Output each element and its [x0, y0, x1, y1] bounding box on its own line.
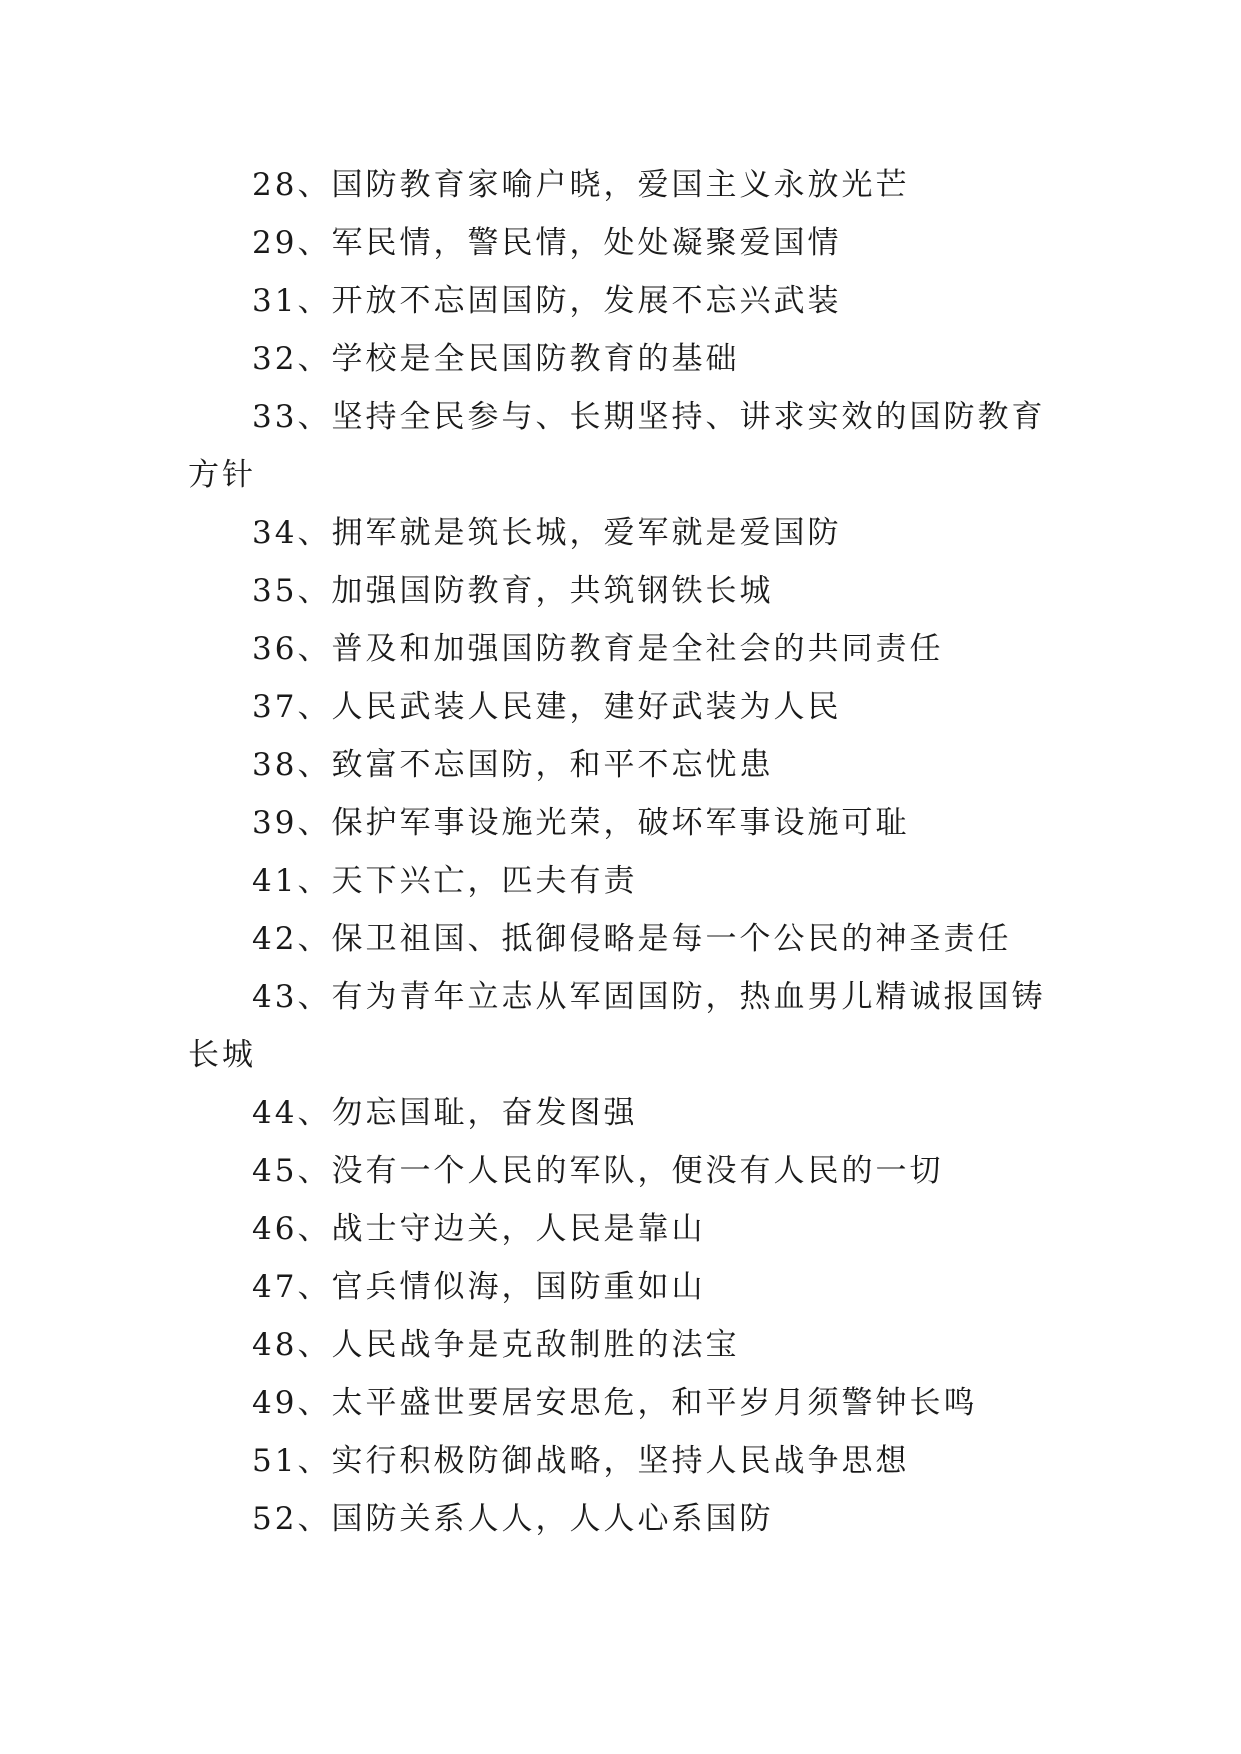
- slogan-item: 33、坚持全民参与、长期坚持、讲求实效的国防教育方针: [188, 399, 1046, 493]
- slogan-item: 52、国防关系人人，人人心系国防: [252, 1501, 774, 1537]
- slogan-item: 47、官兵情似海，国防重如山: [252, 1269, 706, 1305]
- slogan-item: 32、学校是全民国防教育的基础: [252, 341, 740, 377]
- slogan-item: 36、普及和加强国防教育是全社会的共同责任: [252, 631, 944, 667]
- slogan-item: 38、致富不忘国防，和平不忘忧患: [252, 747, 774, 783]
- slogan-item: 28、国防教育家喻户晓，爱国主义永放光芒: [252, 167, 910, 203]
- slogan-item: 46、战士守边关，人民是靠山: [252, 1211, 706, 1247]
- slogan-item: 31、开放不忘固国防，发展不忘兴武装: [252, 283, 842, 319]
- slogan-item: 39、保护军事设施光荣，破坏军事设施可耻: [252, 805, 910, 841]
- slogan-item: 45、没有一个人民的军队，便没有人民的一切: [252, 1153, 944, 1189]
- slogan-item: 29、军民情，警民情，处处凝聚爱国情: [252, 225, 842, 261]
- slogan-item: 34、拥军就是筑长城，爱军就是爱国防: [252, 515, 842, 551]
- slogan-item: 44、勿忘国耻，奋发图强: [252, 1095, 638, 1131]
- slogan-item: 49、太平盛世要居安思危，和平岁月须警钟长鸣: [252, 1385, 978, 1421]
- slogan-item: 51、实行积极防御战略，坚持人民战争思想: [252, 1443, 910, 1479]
- slogan-list: [188, 156, 1068, 1548]
- slogan-item: 41、天下兴亡，匹夫有责: [252, 863, 638, 899]
- slogan-item: 43、有为青年立志从军固国防，热血男儿精诚报国铸长城: [188, 979, 1046, 1073]
- slogan-item: 42、保卫祖国、抵御侵略是每一个公民的神圣责任: [252, 921, 1012, 957]
- slogan-item: 35、加强国防教育，共筑钢铁长城: [252, 573, 774, 609]
- slogan-item: 48、人民战争是克敌制胜的法宝: [252, 1327, 740, 1363]
- slogan-item: 37、人民武装人民建，建好武装为人民: [252, 689, 842, 725]
